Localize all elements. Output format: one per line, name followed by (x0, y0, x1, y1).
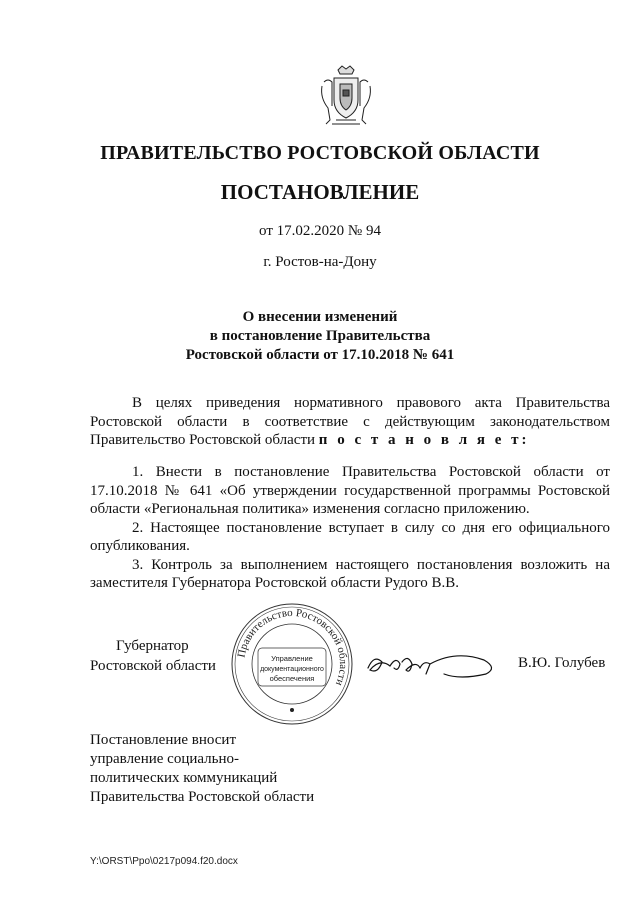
resolution-items (90, 463, 610, 593)
preamble-text: В целях приведения нормативного правового акта Правительства Ростовской области в соответствие с действующим законодательством Правительство Ростовской области (90, 395, 610, 448)
signatory-name: В.Ю. Голубев (518, 655, 606, 671)
resolution-item-1: 1. Внести в постановление Правительства Ростовской области от 17.10.2018 № 641 «Об утверждении государственной программы Ростовской области «Региональная политика» изменения согласно приложению. (90, 464, 610, 517)
submitted-by-line-2: управление социально- (90, 751, 240, 767)
handwritten-signature (360, 640, 500, 688)
document-city: г. Ростов-на-Дону (263, 254, 377, 270)
resolution-item-2: 2. Настоящее постановление вступает в силу со дня его официального опубликования. (90, 519, 610, 554)
signatory-title (90, 636, 216, 676)
resolution-item-3: 3. Контроль за выполнением настоящего постановления возложить на заместителя Губернатора Ростовской области Рудого В.В. (90, 556, 610, 591)
seal-ring-text: Правительство Ростовской области (235, 606, 350, 688)
seal-center-line-2: документационного (260, 666, 324, 673)
preamble-emphasis: п о с т а н о в л я е т: (318, 432, 530, 448)
organization-title: ПРАВИТЕЛЬСТВО РОСТОВСКОЙ ОБЛАСТИ (100, 142, 540, 164)
submitted-by-line-3: политических коммуникаций (90, 770, 278, 786)
preamble-paragraph (90, 394, 610, 450)
subject-line-1: О внесении изменений (242, 309, 398, 325)
submitted-by-line-4: Правительства Ростовской области (90, 789, 315, 805)
signatory-title-line-2: Ростовской области (90, 658, 216, 674)
subject-line-2: в постановление Правительства (209, 328, 431, 344)
document-type: ПОСТАНОВЛЕНИЕ (220, 180, 420, 204)
submitted-by-note (90, 731, 314, 807)
file-path: Y:\ORST\Ppo\0217p094.f20.docx (90, 856, 238, 867)
official-seal (228, 600, 356, 728)
document-subject (0, 308, 640, 365)
subject-line-3: Ростовской области от 17.10.2018 № 641 (185, 347, 455, 363)
submitted-by-line-1: Постановление вносит (90, 732, 237, 748)
seal-center-line-1: Управление (271, 654, 313, 663)
seal-center-line-3: обеспечения (269, 674, 315, 683)
coat-of-arms-icon (316, 64, 376, 128)
document-date-number: от 17.02.2020 № 94 (259, 223, 381, 239)
signatory-title-line-1: Губернатор (116, 638, 189, 654)
